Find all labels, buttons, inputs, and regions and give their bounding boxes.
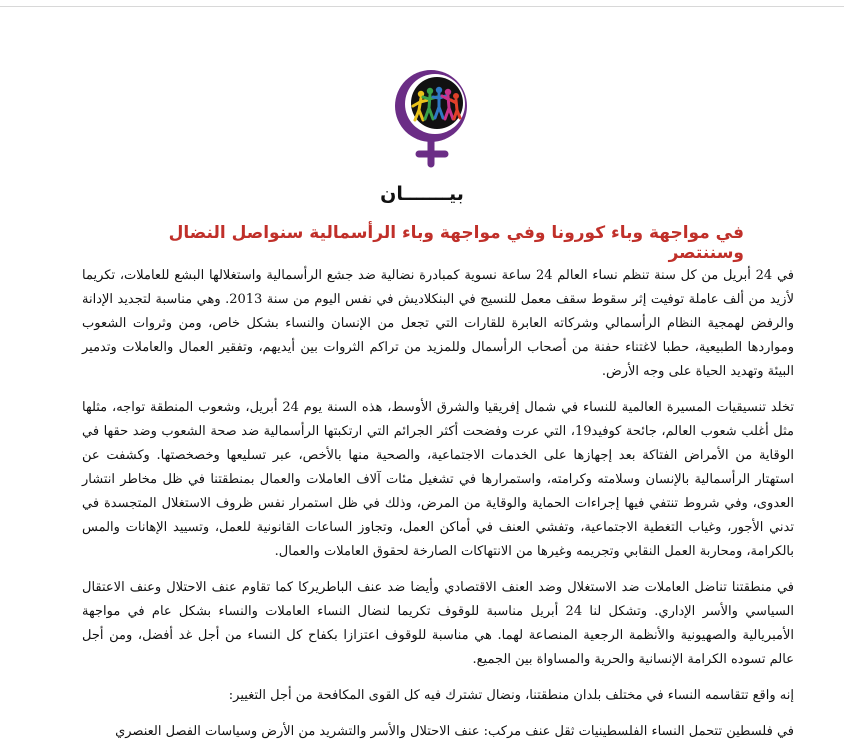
paragraph: في 24 أبريل من كل سنة تنظم نساء العالم 24 ساعة نسوية كمبادرة نضالية ضد جشع الرأسمالية واستغلالها البشع للعاملات، تكريما لأزيد من ألف عاملة توفيت إثر سقوط سقف معمل للنسيج في البنكلاديش في نفس اليوم من سنة 2013. وهي مناسبة لتجديد الإدانة والرفض لهمجية النظام الرأسمالي وشركاته العابرة للقارات التي تجعل من الإنسان والنساء بشكل خاص، ومن وثروات الشعوب ومواردها الطبيعية، حطبا لاغتناء حفنة من أصحاب الرأسمال وللمزيد من تراكم الثروات بين أيديهم، وتفقير العمال والعاملات وتدمير البيئة وتهديد الحياة على وجه الأرض. [82, 268, 795, 379]
page-top-border [0, 0, 844, 7]
paragraph: إنه واقع تتقاسمه النساء في مختلف بلدان منطقتنا، ونضال تشترك فيه كل القوى المكافحة من أجل التغيير: [228, 688, 794, 703]
statement-body [82, 264, 794, 756]
paragraph: في منطقتنا تناضل العاملات ضد الاستغلال وضد العنف الاقتصادي وأيضا ضد عنف الباطريركا كما تقاوم عنف الاحتلال وعنف الاعتقال السياسي والأسر الإداري. وتشكل لنا 24 أبريل مناسبة للوقوف تكريما لنضال النساء العاملات والنساء بشكل عام في مواجهة الأمبريالية والصهيونية والأنظمة الرجعية المنصاعة لهما. هي مناسبة للوقوف اعتزازا بكفاح كل النساء من أجل غد أفضل، ومن أجل عالم تسوده الكرامة الإنسانية والحرية والمساواة بين الجميع. [82, 580, 794, 667]
statement-subtitle: في مواجهة وباء كورونا وفي مواجهة وباء الرأسمالية سنواصل النضال وسننتصر [168, 223, 744, 263]
paragraph: في فلسطين تتحمل النساء الفلسطينيات ثقل عنف مركب: عنف الاحتلال والأسر والتشريد من الأرض وسياسات الفصل العنصري [115, 724, 794, 739]
world-march-of-women-logo [383, 64, 483, 172]
paragraph: تخلد تنسيقيات المسيرة العالمية للنساء في شمال إفريقيا والشرق الأوسط، هذه السنة يوم 24 أبريل، وشعوب المنطقة تواجه، مثلها مثل أغلب شعوب العالم، جائحة كوفيد19، التي عرت وفضحت أكثر الجرائم التي ارتكبتها الرأسمالية ضد صحة الشعوب وضد حقها في الوقاية من الأمراض الفتاكة بعد إجهازها على الخدمات الاجتماعية، والصحية منها بالأخص، عبر تسليعها وخصخصتها. وكشفت عن استهتار الرأسمالية بالإنسان وسلامته وكرامته، واستمرارها في تشغيل مئات آلاف العاملات والعمال بمنطقتنا في ظل مخاطر انتشار العدوى، وفي شروط تنتفي فيها إجراءات الحماية والوقاية من المرض، وذلك في ظل استمرار نفس ظروف الاستغلال المتجسدة في تدني الأجور، وغياب التغطية الاجتماعية، وتفشي العنف في أماكن العمل، وتجاوز الساعات القانونية للعمل، وتسييد الإهانات والمس بالكرامة، ومحاربة العمل النقابي وتجريمه وغيرها من الانتهاكات الصارخة لحقوق العاملات والعمال. [82, 400, 794, 559]
statement-heading: بيـــــــان [380, 183, 464, 205]
